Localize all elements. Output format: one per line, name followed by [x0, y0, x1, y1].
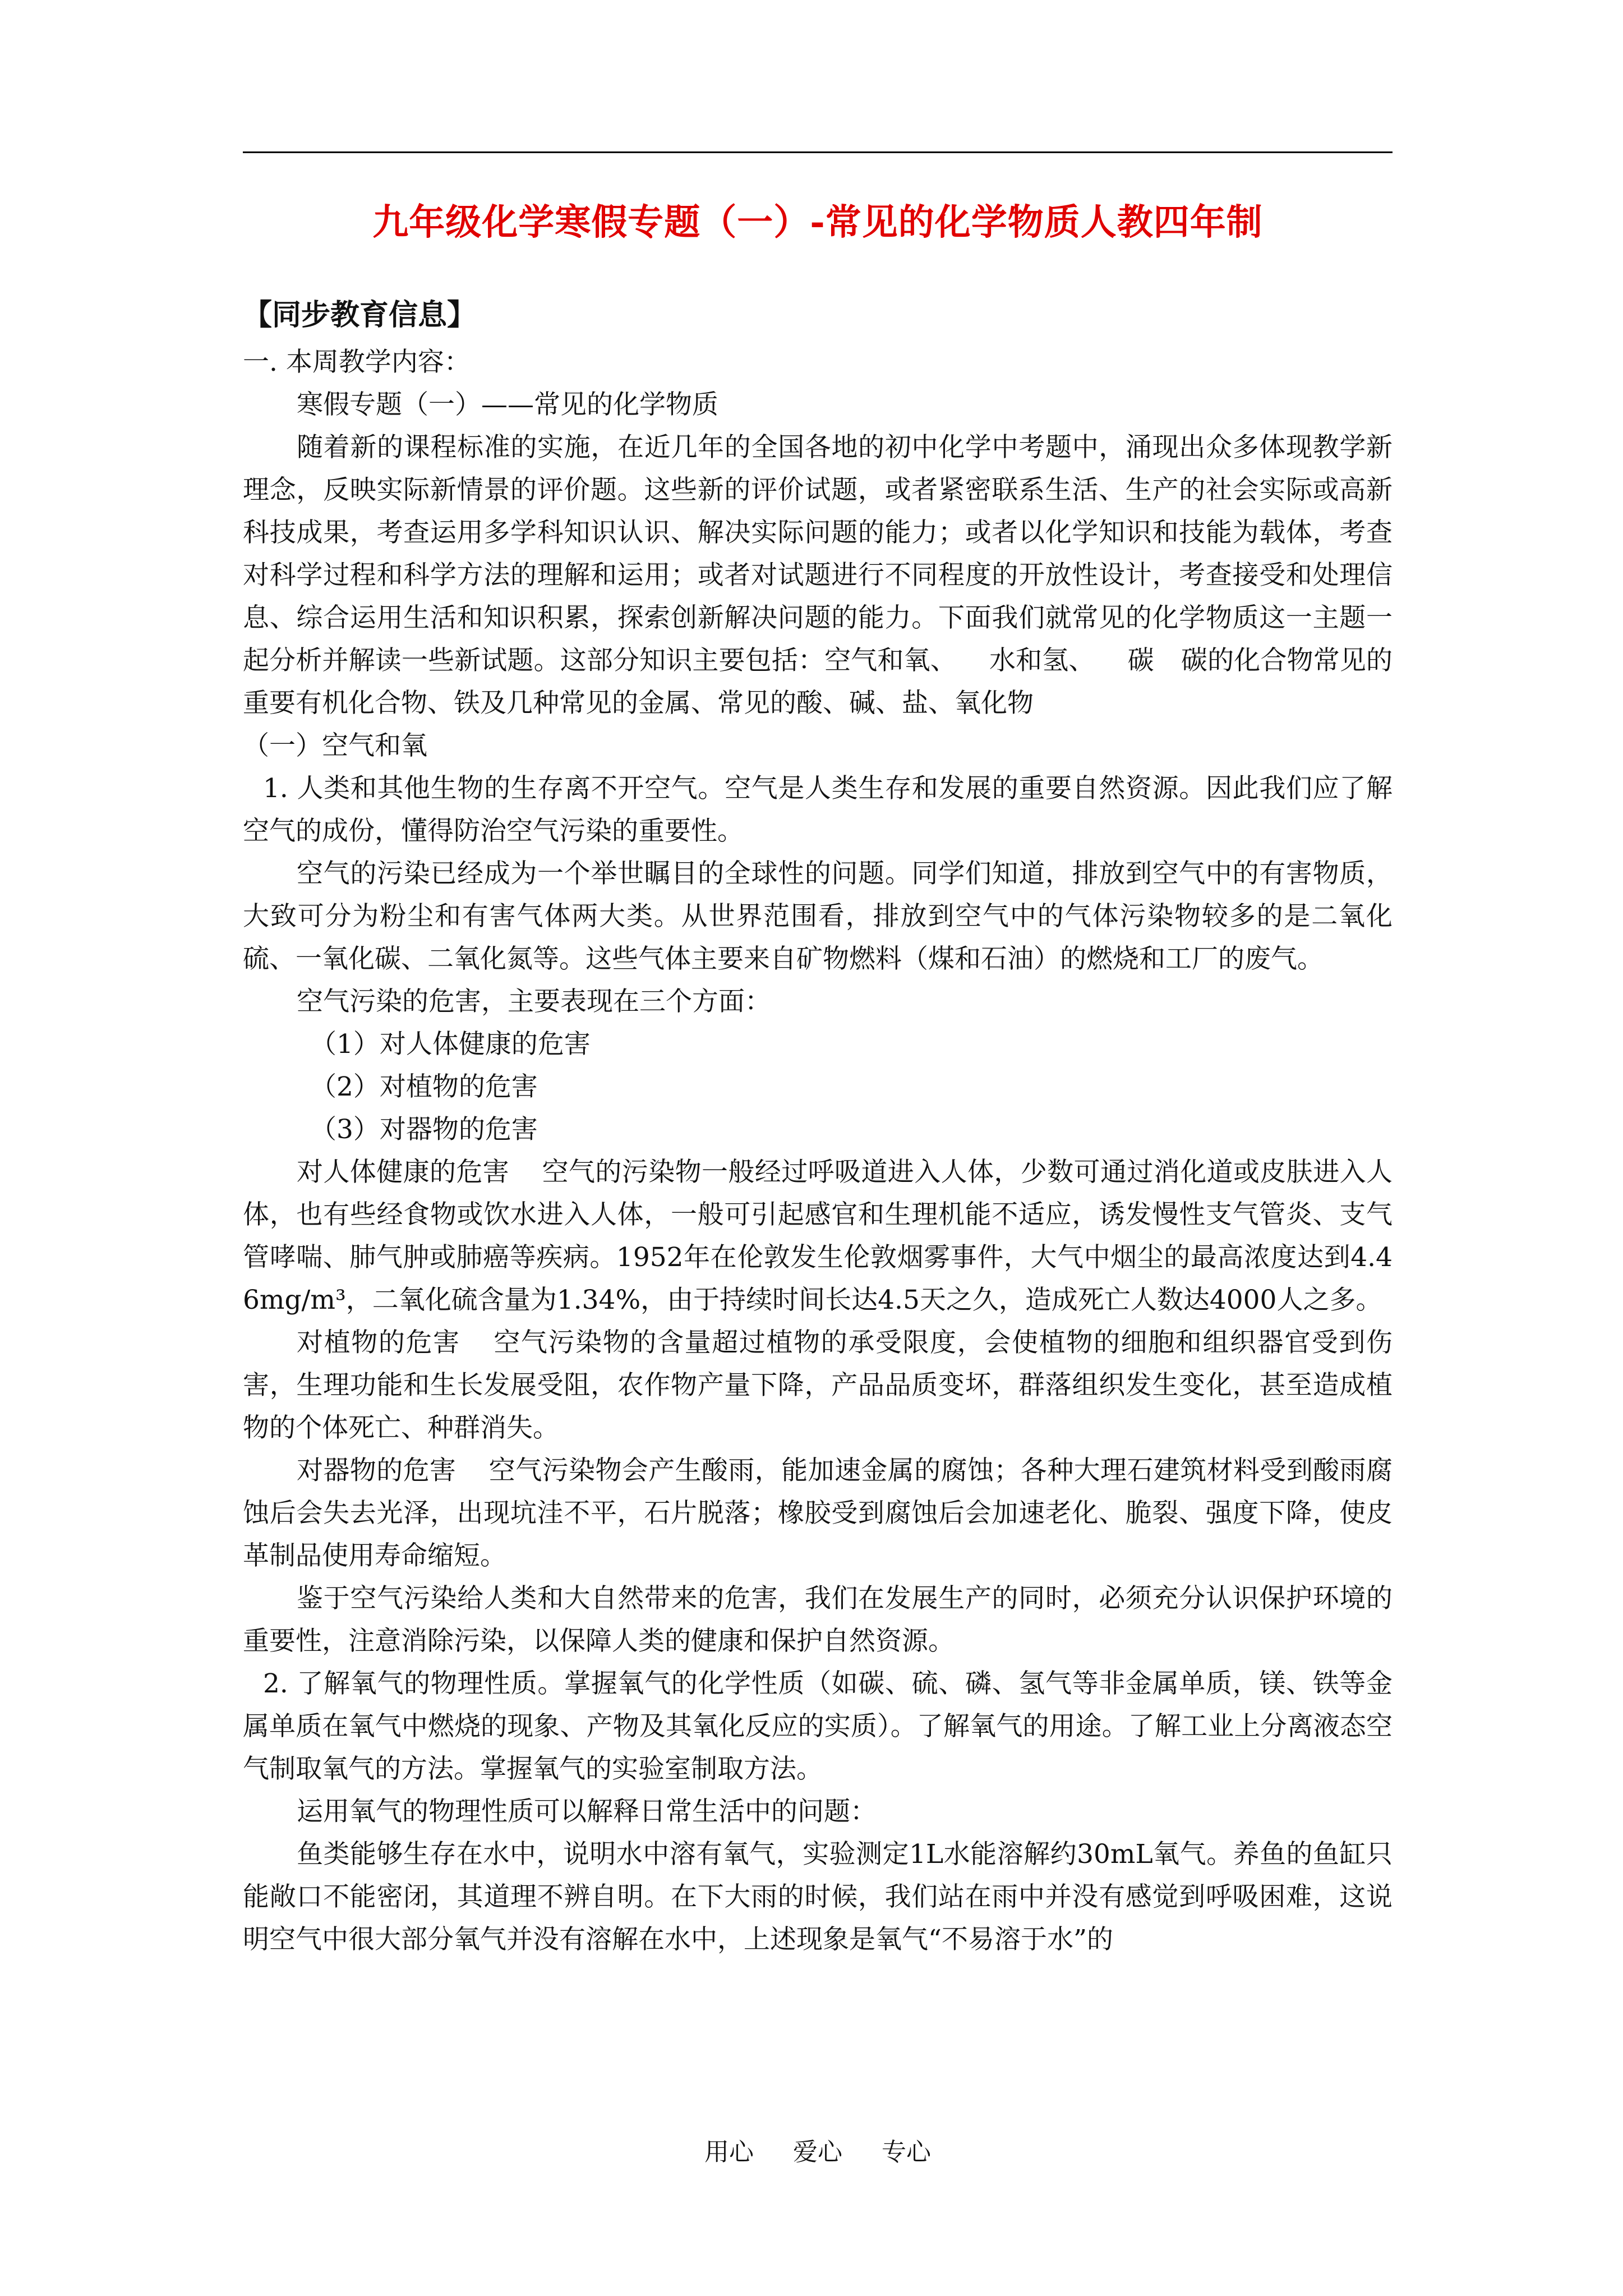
paragraph-lead: 对器物的危害 [297, 1455, 457, 1486]
paragraph-lead: 对人体健康的危害 [297, 1157, 510, 1188]
paragraph-text: 空气污染物会产生酸雨，能加速金属的腐蚀；各种大理石建筑材料受到酸雨腐蚀后会失去光泽，出现坑洼不平，石片脱落；橡胶受到腐蚀后会加速老化、脆裂、强度下降，使皮革制品使用寿命缩短。 [243, 1455, 1393, 1571]
paragraph: 鱼类能够生存在水中，说明水中溶有氧气，实验测定1L水能溶解约30mL氧气。养鱼的鱼缸只能敞口不能密闭，其道理不辨自明。在下大雨的时候，我们站在雨中并没有感觉到呼吸困难，这说明空气中很大部分氧气并没有溶解在水中，上述现象是氧气“不易溶于水”的 [243, 1839, 1393, 1955]
paragraph: 空气污染的危害，主要表现在三个方面： [297, 986, 771, 1017]
paragraph: 运用氧气的物理性质可以解释日常生活中的问题： [297, 1796, 877, 1827]
paragraph-line: 寒假专题（一）——常见的化学物质 [297, 389, 718, 420]
paragraph-text: 随着新的课程标准的实施，在近几年的全国各地的初中化学中考题中，涌现出众多体现教学新理念，反映实际新情景的评价题。这些新的评价试题，或者紧密联系生活、生产的社会实际或高新科技成果，考查运用多学科知识认识、解决实际问题的能力；或者以化学知识和技能为载体，考查对科学过程和科学方法的理解和运用；或者对试题进行不同程度的开放性设计，考查接受和处理信息、综合运用生活和知识积累，探索创新解决问题的能力。下面我们就常见的化学物质这一主题一起分析并解读一些新试题。这部分知识主要包括：空气和氧、 [243, 432, 1393, 676]
paragraph: 1. 人类和其他生物的生存离不开空气。空气是人类生存和发展的重要自然资源。因此我们应了解空气的成份，懂得防治空气污染的重要性。 [243, 773, 1393, 846]
paragraph-lead: 对植物的危害 [297, 1327, 460, 1358]
footer-text: 专心 [882, 2138, 931, 2166]
paragraph: 2. 了解氧气的物理性质。掌握氧气的化学性质（如碳、硫、磷、氢气等非金属单质，镁、铁等金属单质在氧气中燃烧的现象、产物及其氧化反应的实质）。了解氧气的用途。了解工业上分离液态空气制取氧气的方法。掌握氧气的实验室制取方法。 [243, 1668, 1393, 1784]
subsection-heading: （一）空气和氧 [243, 730, 427, 761]
paragraph-text: 碳 [1127, 645, 1154, 676]
section-heading: 【同步教育信息】 [243, 298, 477, 332]
document-body [243, 292, 1393, 1961]
list-item: （1）对人体健康的危害 [310, 1029, 591, 1060]
list-item: （3）对器物的危害 [310, 1114, 538, 1145]
paragraph [243, 1450, 1393, 1577]
paragraph-text: 空气污染物的含量超过植物的承受限度，会使植物的细胞和组织器官受到伤害，生理功能和生长发展受阻，农作物产量下降，产品品质变坏，群落组织发生变化，甚至造成植物的个体死亡、种群消失。 [243, 1327, 1393, 1443]
paragraph-text: 水和氢、 [989, 645, 1095, 676]
paragraph: 空气的污染已经成为一个举世瞩目的全球性的问题。同学们知道，排放到空气中的有害物质，大致可分为粉尘和有害气体两大类。从世界范围看，排放到空气中的气体污染物较多的是二氧化硫、一氧化碳、二氧化氮等。这些气体主要来自矿物燃料（煤和石油）的燃烧和工厂的废气。 [243, 858, 1393, 974]
paragraph-line: 一. 本周教学内容： [243, 347, 471, 378]
paragraph [243, 1322, 1393, 1450]
document-title: 九年级化学寒假专题（一）-常见的化学物质人教四年制 [372, 201, 1263, 243]
paragraph-text: 碳的化合物常见的重要有机化合物、铁及几种常见的金属、常见的酸、碱、盐、氧化物 [243, 645, 1393, 719]
footer-text: 用心 [704, 2138, 754, 2166]
paragraph: 鉴于空气污染给人类和大自然带来的危害，我们在发展生产的同时，必须充分认识保护环境的重要性，注意消除污染，以保障人类的健康和保护自然资源。 [243, 1583, 1393, 1657]
page-footer [243, 2132, 1393, 2168]
list-item: （2）对植物的危害 [310, 1071, 538, 1102]
footer-text: 爱心 [793, 2138, 842, 2166]
paragraph [243, 426, 1393, 725]
paragraph [243, 1151, 1393, 1322]
paragraph-text: 空气的污染物一般经过呼吸道进入人体，少数可通过消化道或皮肤进入人体，也有些经食物或饮水进入人体，一般可引起感官和生理机能不适应，诱发慢性支气管炎、支气管哮喘、肺气肿或肺癌等疾病。1952年在伦敦发生伦敦烟雾事件，大气中烟尘的最高浓度达到4.46mg/m³，二氧化硫含量为1.34%，由于持续时间长达4.5天之久，造成死亡人数达4000人之多。 [243, 1157, 1393, 1315]
header-rule [243, 151, 1393, 153]
